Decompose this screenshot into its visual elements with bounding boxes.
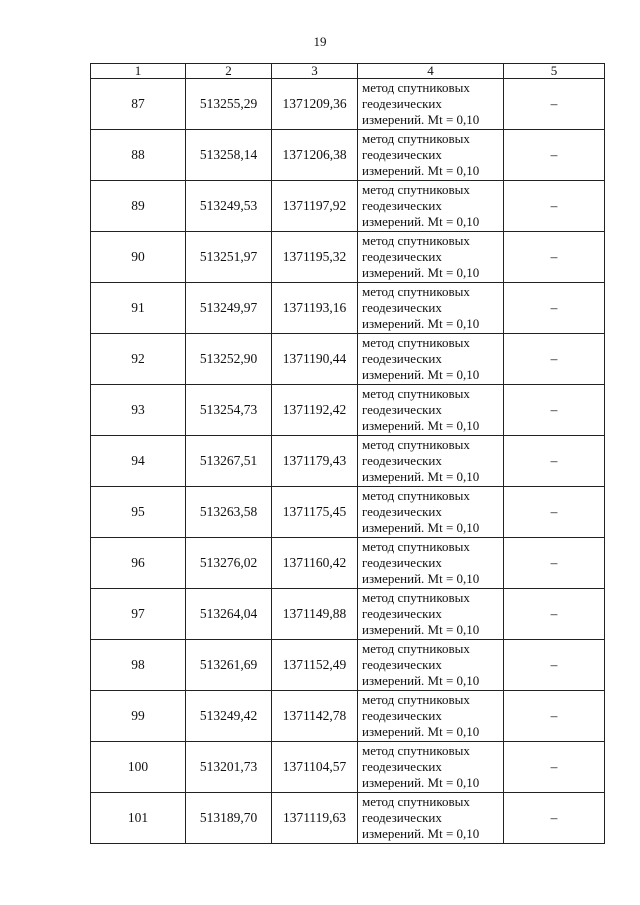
- method-line: метод спутниковых: [362, 641, 470, 656]
- table-row: [91, 181, 605, 232]
- column-header: 1: [91, 64, 186, 79]
- y-coordinate-cell: 1371206,38: [272, 130, 358, 181]
- method-cell: [358, 79, 504, 130]
- method-line: измерений. Mt = 0,10: [362, 520, 480, 535]
- method-line: измерений. Mt = 0,10: [362, 724, 480, 739]
- x-coordinate-cell: 513258,14: [186, 130, 272, 181]
- point-number-cell: 91: [91, 283, 186, 334]
- point-number-cell: 100: [91, 742, 186, 793]
- table-row: [91, 79, 605, 130]
- description-cell: –: [504, 589, 605, 640]
- description-cell: –: [504, 640, 605, 691]
- method-line: измерений. Mt = 0,10: [362, 214, 480, 229]
- y-coordinate-cell: 1371175,45: [272, 487, 358, 538]
- method-cell: [358, 232, 504, 283]
- method-line: метод спутниковых: [362, 386, 470, 401]
- y-coordinate-cell: 1371119,63: [272, 793, 358, 844]
- x-coordinate-cell: 513267,51: [186, 436, 272, 487]
- method-line: измерений. Mt = 0,10: [362, 418, 480, 433]
- method-line: геодезических: [362, 555, 442, 570]
- method-line: метод спутниковых: [362, 335, 470, 350]
- description-cell: –: [504, 691, 605, 742]
- point-number-cell: 89: [91, 181, 186, 232]
- x-coordinate-cell: 513251,97: [186, 232, 272, 283]
- table-row: [91, 436, 605, 487]
- method-line: метод спутниковых: [362, 233, 470, 248]
- point-number-cell: 98: [91, 640, 186, 691]
- method-line: геодезических: [362, 351, 442, 366]
- table-row: [91, 640, 605, 691]
- column-header: 4: [358, 64, 504, 79]
- column-header: 5: [504, 64, 605, 79]
- x-coordinate-cell: 513263,58: [186, 487, 272, 538]
- description-cell: –: [504, 487, 605, 538]
- table-row: [91, 232, 605, 283]
- method-line: геодезических: [362, 453, 442, 468]
- point-number-cell: 90: [91, 232, 186, 283]
- method-line: геодезических: [362, 657, 442, 672]
- table-row: [91, 538, 605, 589]
- x-coordinate-cell: 513189,70: [186, 793, 272, 844]
- y-coordinate-cell: 1371104,57: [272, 742, 358, 793]
- page-number: 19: [313, 34, 327, 49]
- method-line: геодезических: [362, 96, 442, 111]
- method-line: метод спутниковых: [362, 743, 470, 758]
- x-coordinate-cell: 513255,29: [186, 79, 272, 130]
- x-coordinate-cell: 513249,97: [186, 283, 272, 334]
- x-coordinate-cell: 513249,53: [186, 181, 272, 232]
- y-coordinate-cell: 1371209,36: [272, 79, 358, 130]
- method-cell: [358, 181, 504, 232]
- y-coordinate-cell: 1371149,88: [272, 589, 358, 640]
- method-line: геодезических: [362, 504, 442, 519]
- y-coordinate-cell: 1371160,42: [272, 538, 358, 589]
- column-header: 2: [186, 64, 272, 79]
- description-cell: –: [504, 79, 605, 130]
- method-cell: [358, 436, 504, 487]
- point-number-cell: 101: [91, 793, 186, 844]
- method-cell: [358, 385, 504, 436]
- x-coordinate-cell: 513249,42: [186, 691, 272, 742]
- method-line: метод спутниковых: [362, 692, 470, 707]
- x-coordinate-cell: 513276,02: [186, 538, 272, 589]
- method-line: метод спутниковых: [362, 488, 470, 503]
- method-line: измерений. Mt = 0,10: [362, 163, 480, 178]
- point-number-cell: 97: [91, 589, 186, 640]
- y-coordinate-cell: 1371190,44: [272, 334, 358, 385]
- method-line: метод спутниковых: [362, 590, 470, 605]
- description-cell: –: [504, 742, 605, 793]
- method-cell: [358, 793, 504, 844]
- point-number-cell: 96: [91, 538, 186, 589]
- table-row: [91, 742, 605, 793]
- y-coordinate-cell: 1371192,42: [272, 385, 358, 436]
- method-line: геодезических: [362, 198, 442, 213]
- point-number-cell: 88: [91, 130, 186, 181]
- method-line: геодезических: [362, 300, 442, 315]
- method-line: метод спутниковых: [362, 80, 470, 95]
- y-coordinate-cell: 1371152,49: [272, 640, 358, 691]
- method-line: метод спутниковых: [362, 284, 470, 299]
- y-coordinate-cell: 1371195,32: [272, 232, 358, 283]
- method-cell: [358, 334, 504, 385]
- method-line: метод спутниковых: [362, 182, 470, 197]
- column-header: 3: [272, 64, 358, 79]
- point-number-cell: 99: [91, 691, 186, 742]
- x-coordinate-cell: 513261,69: [186, 640, 272, 691]
- method-cell: [358, 283, 504, 334]
- description-cell: –: [504, 538, 605, 589]
- method-line: геодезических: [362, 759, 442, 774]
- method-cell: [358, 742, 504, 793]
- method-line: метод спутниковых: [362, 794, 470, 809]
- method-line: метод спутниковых: [362, 131, 470, 146]
- point-number-cell: 94: [91, 436, 186, 487]
- method-line: геодезических: [362, 810, 442, 825]
- method-line: измерений. Mt = 0,10: [362, 316, 480, 331]
- table-row: [91, 487, 605, 538]
- y-coordinate-cell: 1371197,92: [272, 181, 358, 232]
- method-line: измерений. Mt = 0,10: [362, 112, 480, 127]
- method-line: измерений. Mt = 0,10: [362, 826, 480, 841]
- description-cell: –: [504, 793, 605, 844]
- method-line: геодезических: [362, 402, 442, 417]
- table-header-row: [91, 64, 605, 79]
- table-row: [91, 691, 605, 742]
- table-row: [91, 130, 605, 181]
- description-cell: –: [504, 334, 605, 385]
- y-coordinate-cell: 1371179,43: [272, 436, 358, 487]
- table-row: [91, 283, 605, 334]
- x-coordinate-cell: 513264,04: [186, 589, 272, 640]
- method-line: геодезических: [362, 606, 442, 621]
- y-coordinate-cell: 1371142,78: [272, 691, 358, 742]
- point-number-cell: 87: [91, 79, 186, 130]
- point-number-cell: 93: [91, 385, 186, 436]
- method-cell: [358, 691, 504, 742]
- x-coordinate-cell: 513252,90: [186, 334, 272, 385]
- description-cell: –: [504, 436, 605, 487]
- method-line: геодезических: [362, 708, 442, 723]
- table-row: [91, 793, 605, 844]
- method-line: измерений. Mt = 0,10: [362, 367, 480, 382]
- description-cell: –: [504, 232, 605, 283]
- method-line: измерений. Mt = 0,10: [362, 571, 480, 586]
- method-line: метод спутниковых: [362, 437, 470, 452]
- table-row: [91, 589, 605, 640]
- x-coordinate-cell: 513254,73: [186, 385, 272, 436]
- method-line: геодезических: [362, 249, 442, 264]
- method-line: геодезических: [362, 147, 442, 162]
- method-cell: [358, 640, 504, 691]
- table-row: [91, 385, 605, 436]
- method-line: измерений. Mt = 0,10: [362, 775, 480, 790]
- point-number-cell: 92: [91, 334, 186, 385]
- description-cell: –: [504, 385, 605, 436]
- method-cell: [358, 487, 504, 538]
- method-line: измерений. Mt = 0,10: [362, 265, 480, 280]
- description-cell: –: [504, 283, 605, 334]
- coordinates-table: [90, 63, 605, 844]
- point-number-cell: 95: [91, 487, 186, 538]
- description-cell: –: [504, 130, 605, 181]
- method-line: измерений. Mt = 0,10: [362, 673, 480, 688]
- x-coordinate-cell: 513201,73: [186, 742, 272, 793]
- y-coordinate-cell: 1371193,16: [272, 283, 358, 334]
- table-row: [91, 334, 605, 385]
- method-cell: [358, 130, 504, 181]
- method-line: измерений. Mt = 0,10: [362, 469, 480, 484]
- method-line: измерений. Mt = 0,10: [362, 622, 480, 637]
- method-cell: [358, 538, 504, 589]
- description-cell: –: [504, 181, 605, 232]
- method-cell: [358, 589, 504, 640]
- method-line: метод спутниковых: [362, 539, 470, 554]
